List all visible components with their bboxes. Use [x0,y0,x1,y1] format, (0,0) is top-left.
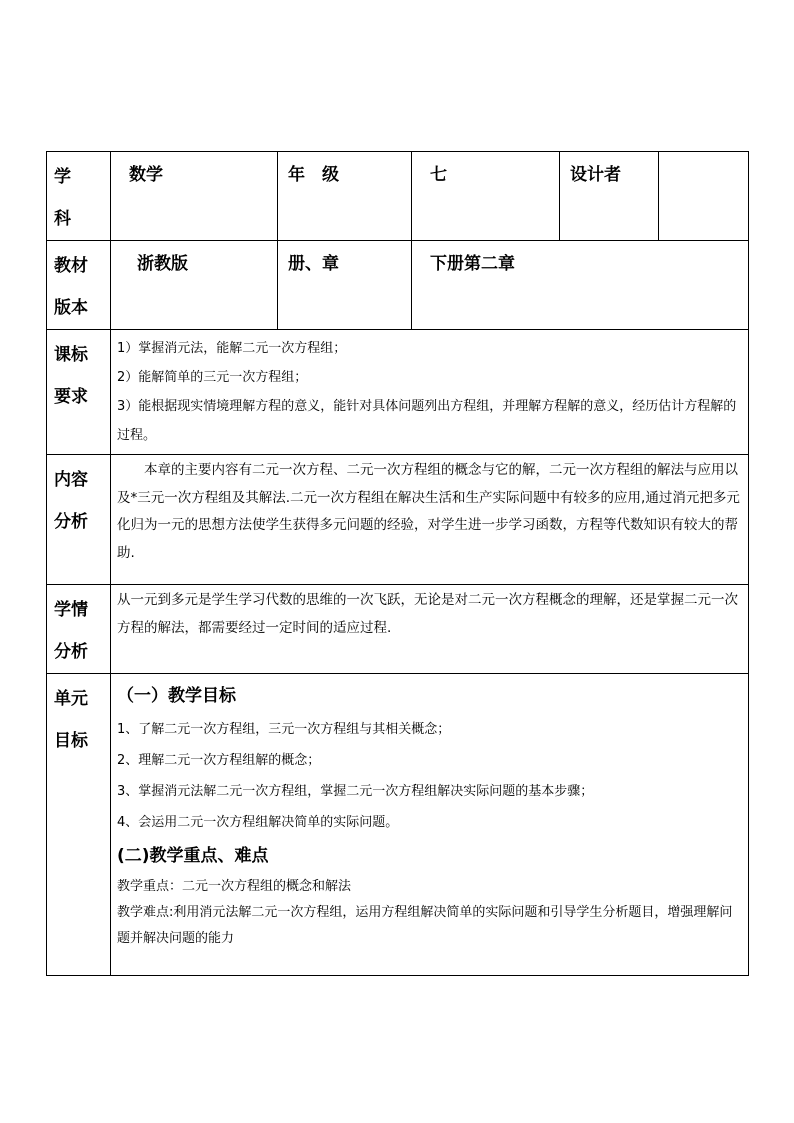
student-analysis-label: 学情 分析 [47,585,111,674]
designer-label: 设计者 [560,152,659,241]
difficulty: 教学难点:利用消元法解二元一次方程组，运用方程组解决简单的实际问题和引导学生分析题目，增强理解问题并解决问题的能力 [117,905,733,946]
grade-value: 七 [412,152,560,241]
unit-goals-row [47,674,749,976]
key-point: 教学重点：二元一次方程组的概念和解法 [117,879,352,894]
content-analysis-text: 本章的主要内容有二元一次方程、二元一次方程组的概念与它的解，二元一次方程组的解法与应用以及*三元一次方程组及其解法.二元一次方程组在解决生活和生产实际问题中有较多的应用,通过消元把多元化归为一元的思想方法使学生获得多元问题的经验，对学生进一步学习函数，方程等代数知识有较大的帮助. [117,462,740,561]
grade-label: 年 级 [278,152,412,241]
content-analysis-content [111,455,749,585]
student-analysis-text: 从一元到多元是学生学习代数的思维的一次飞跃，无论是对二元一次方程概念的理解，还是掌握二元一次方程的解法，都需要经过一定时间的适应过程. [117,592,738,636]
designer-value [659,152,749,241]
goal-item: 3、掌握消元法解二元一次方程组，掌握二元一次方程组解决实际问题的基本步骤； [117,784,594,799]
subject-value: 数学 [111,152,278,241]
chapter-value: 下册第二章 [412,241,749,330]
goal-item: 1、了解二元一次方程组，三元一次方程组与其相关概念； [117,722,451,737]
subject-label: 学 科 [47,152,111,241]
textbook-row [47,241,749,330]
content-analysis-row [47,455,749,585]
curriculum-item: 1）掌握消元法，能解二元一次方程组； [117,341,347,356]
unit-goals-content [111,674,749,976]
student-analysis-row [47,585,749,674]
header-row [47,152,749,241]
curriculum-item: 3）能根据现实情境理解方程的意义，能针对具体问题列出方程组，并理解方程解的意义，经历估计方程解的过程。 [117,399,737,443]
textbook-label: 教材 版本 [47,241,111,330]
goal-item: 4、会运用二元一次方程组解决简单的实际问题。 [117,815,399,830]
unit-goals-label: 单元 目标 [47,674,111,976]
lesson-plan-table [46,151,749,976]
textbook-value: 浙教版 [111,241,278,330]
goal-item: 2、理解二元一次方程组解的概念； [117,753,321,768]
focus-heading: (二)教学重点、难点 [117,846,269,866]
curriculum-row [47,330,749,455]
goals-heading: （一）教学目标 [117,686,236,706]
content-analysis-label: 内容 分析 [47,455,111,585]
curriculum-label: 课标 要求 [47,330,111,455]
chapter-label: 册、章 [278,241,412,330]
curriculum-content [111,330,749,455]
student-analysis-content [111,585,749,674]
curriculum-item: 2）能解简单的三元一次方程组； [117,370,308,385]
